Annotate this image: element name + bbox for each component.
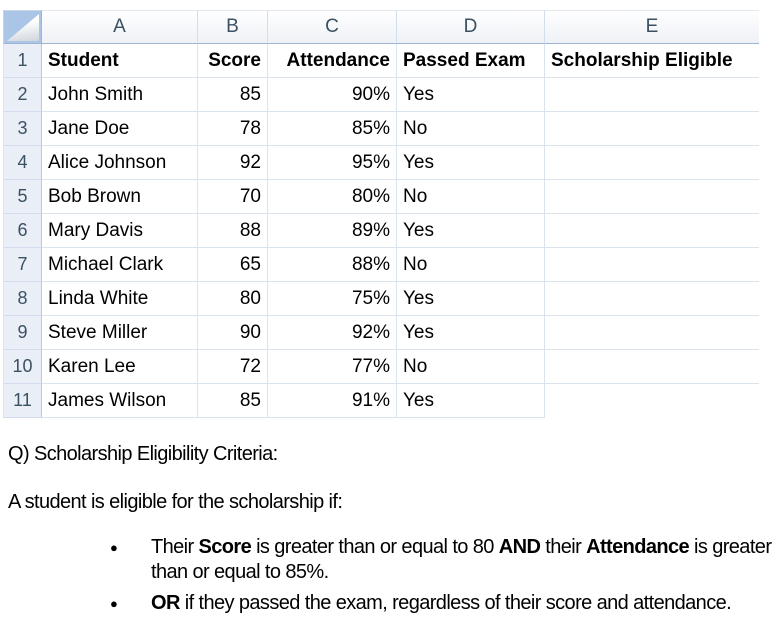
row-header-10[interactable]: 10 <box>3 350 42 384</box>
cell-A9[interactable]: Steve Miller <box>42 316 198 350</box>
cell-B4[interactable]: 92 <box>198 146 268 180</box>
cell-E4[interactable] <box>545 146 759 180</box>
cell-A5[interactable]: Bob Brown <box>42 180 198 214</box>
text-segment: Their <box>151 536 199 558</box>
column-header-b[interactable]: B <box>198 10 268 44</box>
text-segment: if they passed the exam, regardless of their score and attendance. <box>179 592 732 614</box>
row-header-8[interactable]: 8 <box>3 282 42 316</box>
cell-E8[interactable] <box>545 282 759 316</box>
cell-E6[interactable] <box>545 214 759 248</box>
column-header-e[interactable]: E <box>545 10 759 44</box>
row-header-5[interactable]: 5 <box>3 180 42 214</box>
row-header-6[interactable]: 6 <box>3 214 42 248</box>
cell-D6[interactable]: Yes <box>397 214 545 248</box>
cell-C2[interactable]: 90% <box>268 78 397 112</box>
cell-E9[interactable] <box>545 316 759 350</box>
text-segment: Attendance <box>586 536 690 558</box>
cell-D11[interactable]: Yes <box>397 384 545 418</box>
cell-E7[interactable] <box>545 248 759 282</box>
cell-C3[interactable]: 85% <box>268 112 397 146</box>
cell-A10[interactable]: Karen Lee <box>42 350 198 384</box>
bullet-icon: ● <box>110 596 118 611</box>
question-title: Q) Scholarship Eligibility Criteria: <box>8 443 278 465</box>
cell-C4[interactable]: 95% <box>268 146 397 180</box>
text-segment: is greater <box>689 536 772 558</box>
select-all-triangle-icon <box>7 14 39 41</box>
cell-B11[interactable]: 85 <box>198 384 268 418</box>
cell-D4[interactable]: Yes <box>397 146 545 180</box>
cell-D2[interactable]: Yes <box>397 78 545 112</box>
cell-E11[interactable] <box>545 384 759 418</box>
bullet-item-2 <box>108 591 773 616</box>
row-header-3[interactable]: 3 <box>3 112 42 146</box>
cell-E3[interactable] <box>545 112 759 146</box>
text-segment: OR <box>151 592 180 614</box>
select-all-corner[interactable] <box>3 10 42 44</box>
cell-A6[interactable]: Mary Davis <box>42 214 198 248</box>
bullet-text <box>151 536 771 583</box>
cell-B6[interactable]: 88 <box>198 214 268 248</box>
row-header-1[interactable]: 1 <box>3 44 42 78</box>
cell-A4[interactable]: Alice Johnson <box>42 146 198 180</box>
bullet-icon: ● <box>110 540 118 555</box>
cell-B10[interactable]: 72 <box>198 350 268 384</box>
cell-C8[interactable]: 75% <box>268 282 397 316</box>
cell-C7[interactable]: 88% <box>268 248 397 282</box>
row-header-2[interactable]: 2 <box>3 78 42 112</box>
cell-C1[interactable]: Attendance <box>268 44 397 78</box>
row-header-9[interactable]: 9 <box>3 316 42 350</box>
spreadsheet <box>3 10 759 418</box>
cell-C5[interactable]: 80% <box>268 180 397 214</box>
cell-E2[interactable] <box>545 78 759 112</box>
cell-E1[interactable]: Scholarship Eligible <box>545 44 759 78</box>
bullet-text <box>151 592 731 614</box>
cell-A7[interactable]: Michael Clark <box>42 248 198 282</box>
cell-A8[interactable]: Linda White <box>42 282 198 316</box>
text-segment: their <box>540 536 587 558</box>
bullet-item-1 <box>108 535 773 585</box>
text-segment: is greater than or equal to 80 <box>251 536 499 558</box>
cell-A1[interactable]: Student <box>42 44 198 78</box>
cell-C10[interactable]: 77% <box>268 350 397 384</box>
cell-D9[interactable]: Yes <box>397 316 545 350</box>
row-header-7[interactable]: 7 <box>3 248 42 282</box>
column-header-a[interactable]: A <box>42 10 198 44</box>
cell-D10[interactable]: No <box>397 350 545 384</box>
text-segment: Score <box>198 536 252 558</box>
cell-D7[interactable]: No <box>397 248 545 282</box>
cell-B2[interactable]: 85 <box>198 78 268 112</box>
question-intro: A student is eligible for the scholarship if: <box>8 491 343 513</box>
row-header-11[interactable]: 11 <box>3 384 42 418</box>
cell-B9[interactable]: 90 <box>198 316 268 350</box>
cell-E5[interactable] <box>545 180 759 214</box>
text-segment: than or equal to 85%. <box>151 561 329 583</box>
column-header-c[interactable]: C <box>268 10 397 44</box>
criteria-bullet-list <box>108 535 773 622</box>
cell-A11[interactable]: James Wilson <box>42 384 198 418</box>
cell-D1[interactable]: Passed Exam <box>397 44 545 78</box>
cell-D5[interactable]: No <box>397 180 545 214</box>
cell-B7[interactable]: 65 <box>198 248 268 282</box>
cell-B1[interactable]: Score <box>198 44 268 78</box>
cell-D3[interactable]: No <box>397 112 545 146</box>
cell-B3[interactable]: 78 <box>198 112 268 146</box>
cell-A3[interactable]: Jane Doe <box>42 112 198 146</box>
cell-B5[interactable]: 70 <box>198 180 268 214</box>
text-segment: AND <box>498 536 541 558</box>
row-header-4[interactable]: 4 <box>3 146 42 180</box>
cell-C11[interactable]: 91% <box>268 384 397 418</box>
cell-D8[interactable]: Yes <box>397 282 545 316</box>
column-header-d[interactable]: D <box>397 10 545 44</box>
cell-E10[interactable] <box>545 350 759 384</box>
cell-C6[interactable]: 89% <box>268 214 397 248</box>
cell-C9[interactable]: 92% <box>268 316 397 350</box>
cell-B8[interactable]: 80 <box>198 282 268 316</box>
cell-A2[interactable]: John Smith <box>42 78 198 112</box>
